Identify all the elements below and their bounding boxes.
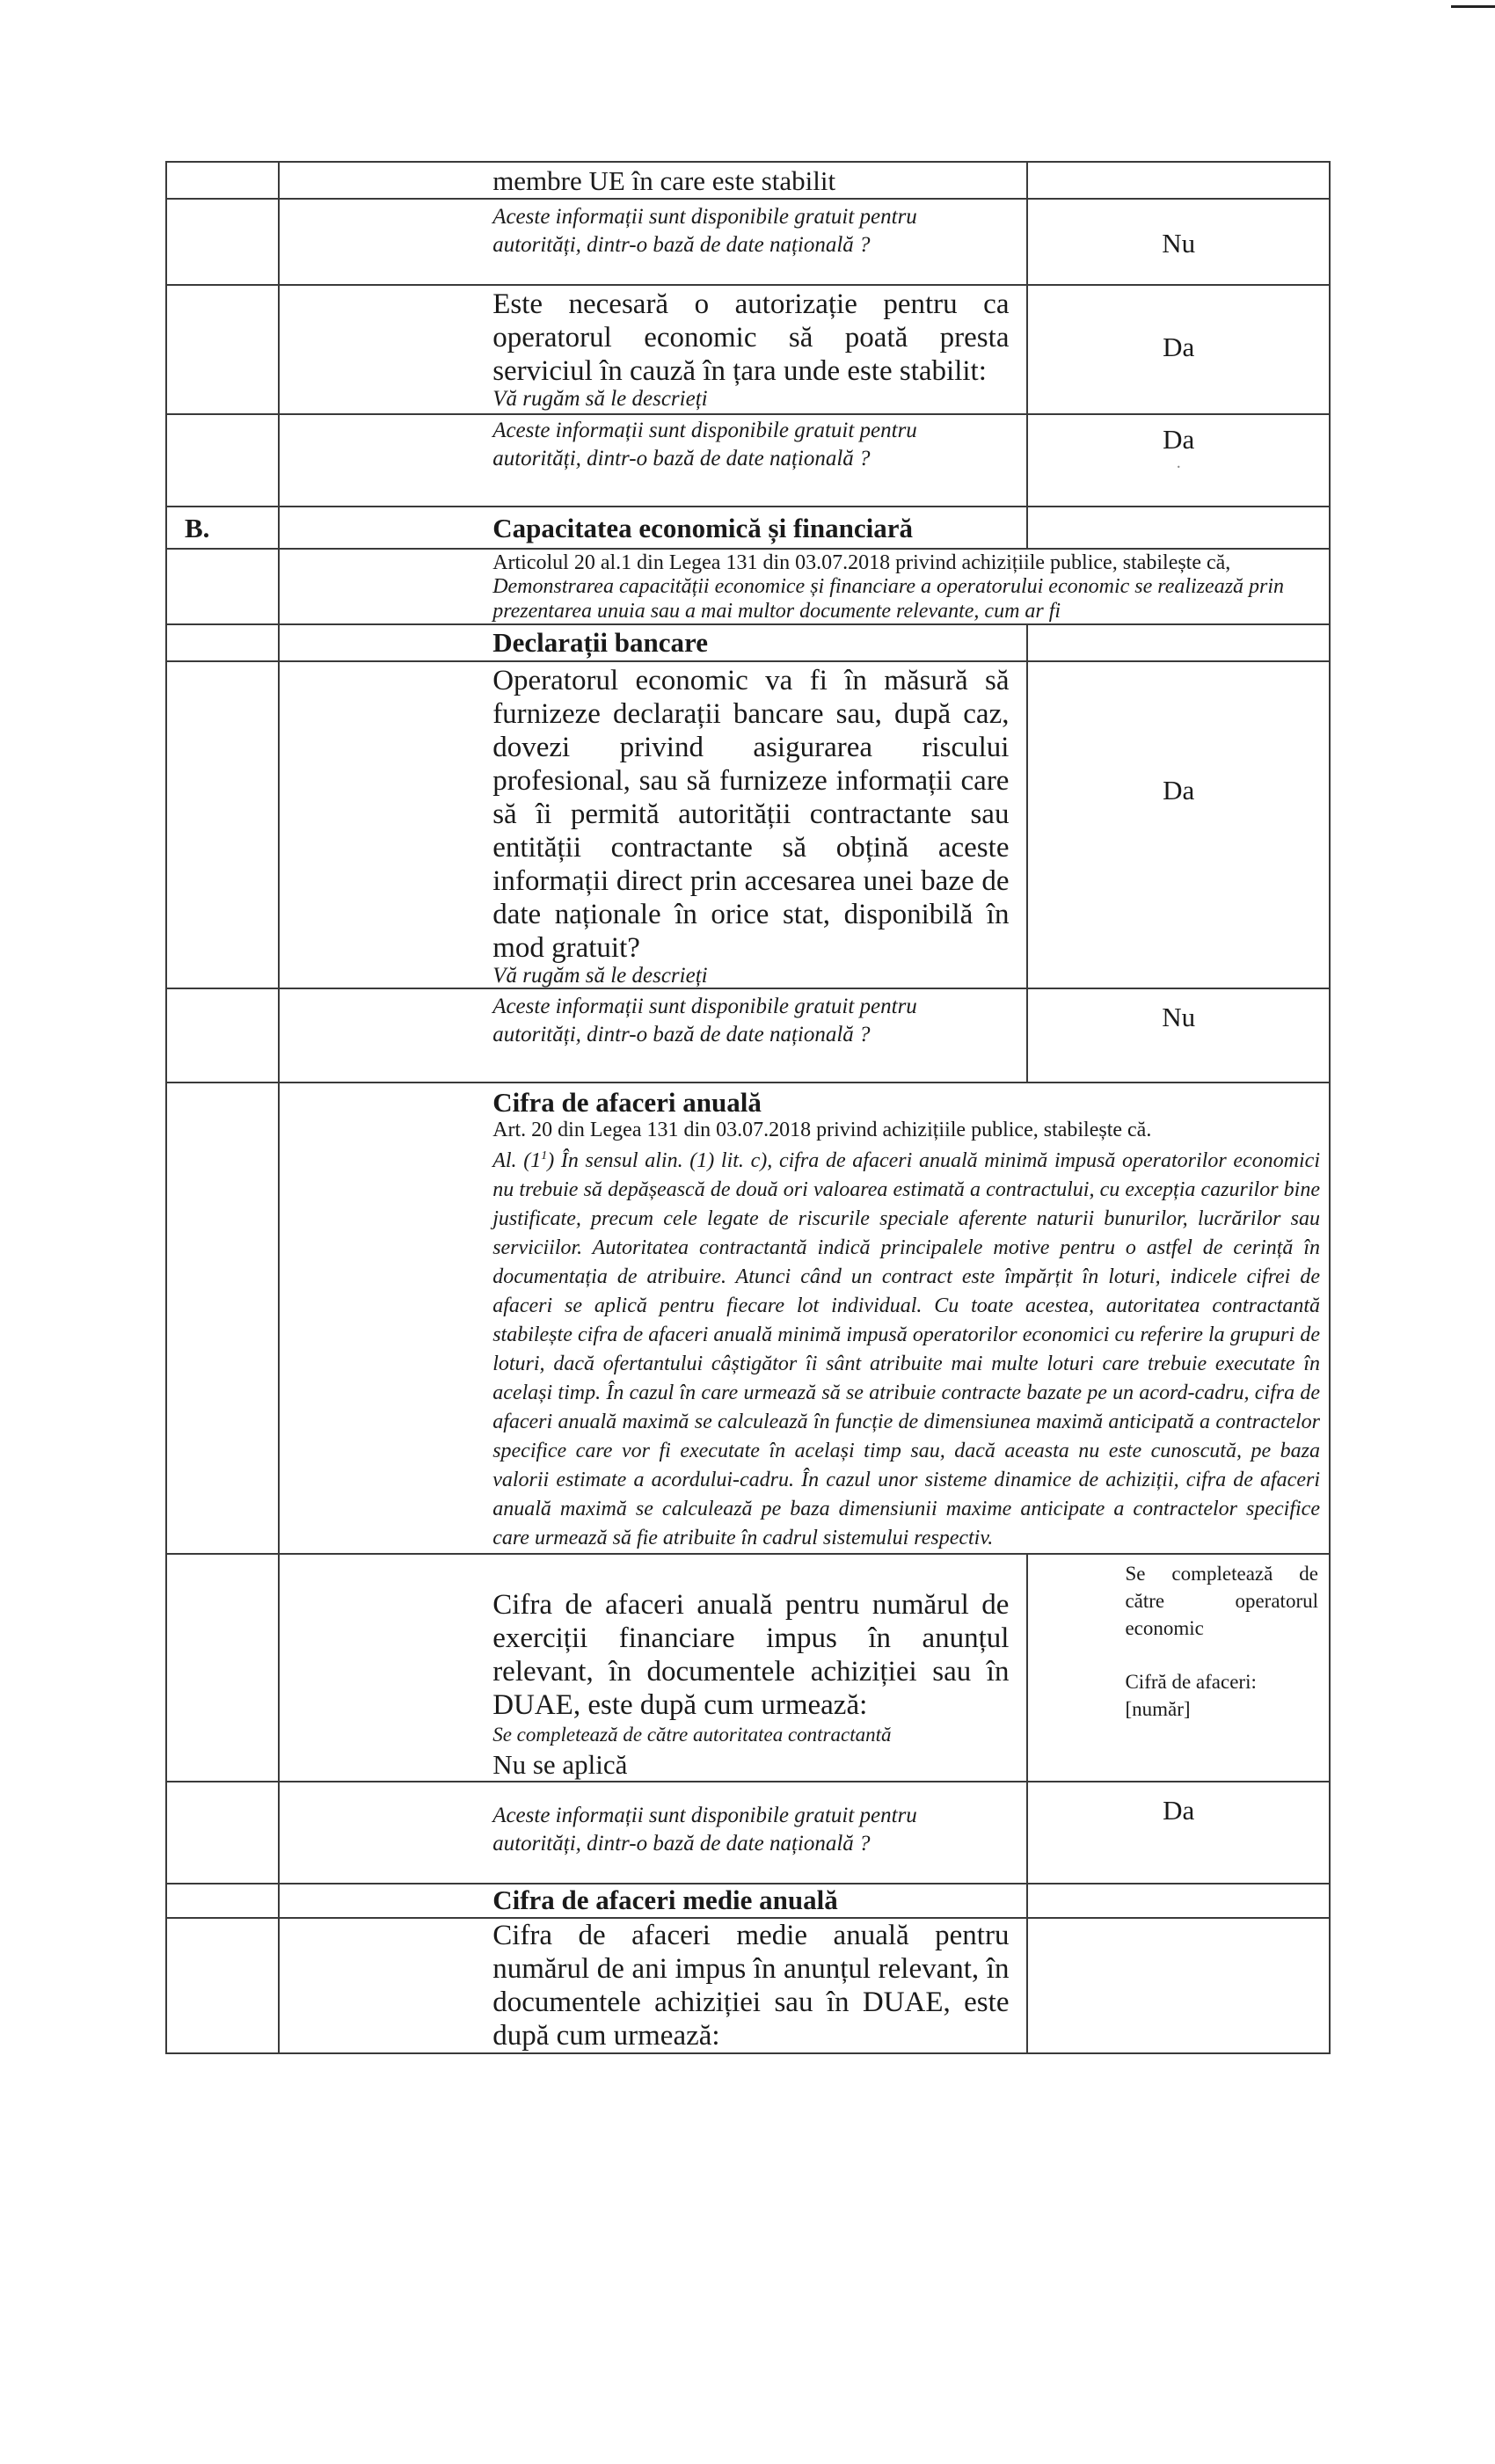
table-row	[166, 1083, 1330, 1554]
criterion-cell	[279, 507, 1027, 549]
row-label-cell	[166, 661, 279, 988]
criterion-cell	[279, 624, 1027, 661]
describe-prompt: Vă rugăm să le descrieți	[492, 387, 708, 411]
turnover-field-label: Cifră de afaceri:	[1125, 1671, 1257, 1693]
filled-by-operator-note: Se completează de către operatorul economic	[1125, 1563, 1318, 1639]
turnover-field-value[interactable]: [număr]	[1125, 1698, 1191, 1720]
table-row	[166, 1782, 1330, 1884]
authorization-question: Este necesară o autorizație pentru ca operatorul economic să poată presta serviciul în cauză în țara unde este stabilit:	[492, 288, 1010, 387]
describe-prompt: Vă rugăm să le descrieți	[492, 964, 708, 988]
row-label-cell	[166, 549, 279, 624]
answer-value[interactable]: Da	[1163, 775, 1195, 806]
duae-criteria-table	[165, 161, 1331, 2054]
row-label-cell	[166, 988, 279, 1083]
national-database-question: Aceste informații sunt disponibile gratuit pentru autorități, dintr-o bază de date națională ?	[492, 1804, 917, 1855]
table-row	[166, 1884, 1330, 1918]
answer-cell[interactable]	[1027, 1918, 1330, 2053]
article-prefix: Al. (1	[492, 1149, 542, 1172]
bank-statements-question: Operatorul economic va fi în măsură să furnizeze declarații bancare sau, după caz, dovezi privind asigurarea riscului profesional, sau să furnizeze informații care să îi permită autorității contractante sau entității contractante să obțină aceste informații direct prin accesarea unei baze de date naționale în orice stat, disponibilă în mod gratuit?	[492, 665, 1010, 964]
criterion-cell	[279, 1554, 1027, 1782]
criterion-cell	[279, 661, 1027, 988]
answer-cell	[1027, 199, 1330, 285]
row-label-cell	[166, 1554, 279, 1782]
section-label-cell	[166, 507, 279, 549]
annual-turnover-legal-basis: Art. 20 din Legea 131 din 03.07.2018 privind achizițiile publice, stabilește că.	[492, 1119, 1152, 1141]
row-label-cell	[166, 162, 279, 199]
legal-basis-text: Articolul 20 al.1 din Legea 131 din 03.07.2018 privind achizițiile publice, stabilește că,	[492, 551, 1231, 574]
row-label-cell	[166, 1083, 279, 1554]
answer-cell	[1027, 624, 1330, 661]
criterion-cell	[279, 162, 1027, 199]
legal-basis-cell	[279, 549, 1330, 624]
criterion-cell	[279, 414, 1027, 507]
table-row	[166, 162, 1330, 199]
row-label-cell	[166, 414, 279, 507]
filled-by-authority-note: Se completează de către autoritatea contractantă	[492, 1724, 892, 1746]
answer-value[interactable]: Da	[1163, 424, 1195, 455]
average-turnover-question: Cifra de afaceri medie anuală pentru numărul de ani impus în anunțul relevant, în documentele achiziției sau în DUAE, este după cum urmează:	[492, 1920, 1010, 2052]
annual-turnover-cell	[279, 1083, 1330, 1554]
answer-value[interactable]: Nu	[1162, 1002, 1196, 1032]
legal-basis-italic: Demonstrarea capacității economice și financiare a operatorului economic se realizează prin prezentarea unuia sau a mai multor documente relevante, cum ar fi	[492, 575, 1285, 623]
table-row	[166, 1918, 1330, 2053]
answer-value[interactable]: Da	[1163, 1795, 1195, 1826]
article-superscript: 1	[541, 1149, 548, 1163]
table-row	[166, 661, 1330, 988]
article-body: ) În sensul alin. (1) lit. c), cifra de afaceri anuală minimă impusă operatorilor economici nu trebuie să depășească de două ori valoarea estimată a contractului, cu excepția cazurilor bine justificate, precum cele legate de riscurile speciale aferente naturii bunurilor, lucrărilor sau serviciilor. Autoritatea contractantă indică principalele motive pentru o astfel de cerință în documentația de atribuire. Atunci când un contract este împărțit în loturi, indicele cifrei de afaceri se aplică pentru fiecare lot individual. Cu toate acestea, autoritatea contractantă stabilește cifra de afaceri anuală minimă impusă operatorilor economici cu referire la grupuri de loturi, dacă ofertantului câștigător îi sânt atribuite mai multe loturi care trebuie executate în același timp. În cazul în care urmează să se atribuie contracte bazate pe un acord-cadru, cifra de afaceri anuală maximă se calculează în funcție de dimensiunea maximă anticipată a contractelor specifice care vor fi executate în același timp sau, dacă aceasta nu este cunoscută, pe baza valorii estimate a acordului-cadru. În cazul unor sisteme dinamice de achiziții, cifra de afaceri anuală maximă se calculează pe baza dimensiunii maxime anticipate a contractelor specifice care urmează să fie atribuite în cadrul sistemului respectiv.	[492, 1149, 1320, 1549]
answer-cell	[1027, 414, 1330, 507]
table-row	[166, 507, 1330, 549]
table-row	[166, 624, 1330, 661]
answer-cell	[1027, 285, 1330, 414]
annual-turnover-article-text	[280, 1141, 1329, 1553]
table-row	[166, 988, 1330, 1083]
row-label-cell	[166, 1918, 279, 2053]
answer-cell	[1027, 162, 1330, 199]
annual-turnover-question: Cifra de afaceri anuală pentru numărul de exerciții financiare impus în anunțul relevant, în documentele achiziției sau în DUAE, este după cum urmează:	[492, 1589, 1010, 1721]
national-database-question: Aceste informații sunt disponibile gratuit pentru autorități, dintr-o bază de date națională ?	[492, 205, 917, 257]
answer-cell	[1027, 1884, 1330, 1918]
national-database-question: Aceste informații sunt disponibile gratuit pentru autorități, dintr-o bază de date națională ?	[492, 419, 917, 470]
answer-value[interactable]: Da	[1163, 332, 1195, 362]
subsection-title-bank-statements: Declarații bancare	[492, 627, 708, 658]
answer-cell	[1027, 988, 1330, 1083]
row-label-cell	[166, 1884, 279, 1918]
not-applicable-value[interactable]: Nu se aplică	[492, 1749, 628, 1780]
answer-value[interactable]: Nu	[1162, 228, 1196, 259]
criterion-cell	[279, 1918, 1027, 2053]
criterion-text: membre UE în care este stabilit	[492, 165, 836, 196]
table-row	[166, 285, 1330, 414]
criterion-cell	[279, 285, 1027, 414]
row-label-cell	[166, 285, 279, 414]
criterion-cell	[279, 1782, 1027, 1884]
table-row	[166, 1554, 1330, 1782]
answer-cell	[1027, 1782, 1330, 1884]
row-label-cell	[166, 199, 279, 285]
answer-cell	[1027, 1554, 1330, 1782]
subsection-title-average-turnover: Cifra de afaceri medie anuală	[492, 1884, 838, 1915]
answer-cell	[1027, 661, 1330, 988]
table-row	[166, 199, 1330, 285]
table-row	[166, 549, 1330, 624]
row-label-cell	[166, 624, 279, 661]
scan-edge-mark	[1451, 5, 1495, 8]
subsection-title-annual-turnover: Cifra de afaceri anuală	[492, 1087, 762, 1118]
criterion-cell	[279, 988, 1027, 1083]
stray-mark: .	[1176, 453, 1181, 472]
criterion-cell	[279, 1884, 1027, 1918]
table-row	[166, 414, 1330, 507]
row-label-cell	[166, 1782, 279, 1884]
section-title: Capacitatea economică și financiară	[492, 513, 914, 543]
answer-cell	[1027, 507, 1330, 549]
national-database-question: Aceste informații sunt disponibile gratuit pentru autorități, dintr-o bază de date națională ?	[492, 995, 917, 1046]
criterion-cell	[279, 199, 1027, 285]
section-letter: B.	[185, 513, 210, 543]
